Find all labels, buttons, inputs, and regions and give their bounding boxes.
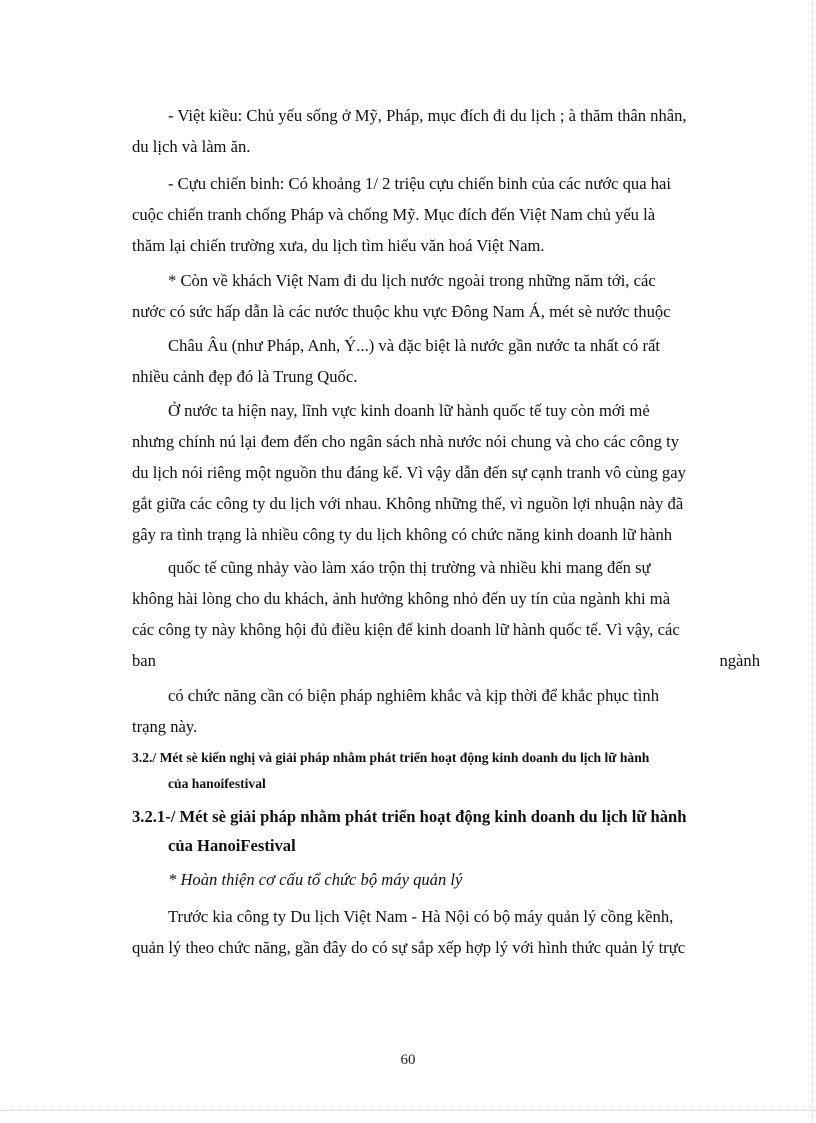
- paragraph-linh-vuc-line-9: [132, 645, 760, 676]
- paragraph-word-nganh: ngành: [719, 651, 760, 670]
- paragraph-linh-vuc-line-7: không hài lòng cho du khách, ảnh hưởng không nhỏ đến uy tín của ngành khi mà: [132, 589, 671, 608]
- paragraph-viet-kieu-line-2: du lịch và làm ăn.: [132, 137, 251, 156]
- paragraph-cuu-chien-binh-line-1: - Cựu chiến binh: Có khoảng 1/ 2 triệu cựu chiến binh của các nước qua hai: [168, 174, 672, 193]
- page-number: 60: [400, 1052, 416, 1068]
- paragraph-truoc-kia-line-1: Trước kia công ty Du lịch Việt Nam - Hà Nội có bộ máy quản lý cồng kềnh,: [168, 907, 674, 926]
- paragraph-cuu-chien-binh-line-2: cuộc chiến tranh chống Pháp và chống Mỹ. Mục đích đến Việt Nam chủ yếu là: [132, 205, 656, 224]
- section-heading-3-2-line-2: của hanoifestival: [168, 776, 266, 791]
- section-heading-3-2-line-1: 3.2./ Mét sè kiến nghị và giải pháp nhằm phát triển hoạt động kinh doanh du lịch lữ hành: [132, 750, 650, 765]
- paragraph-viet-kieu-line-1: - Việt kiều: Chủ yếu sống ở Mỹ, Pháp, mục đích đi du lịch ; à thăm thân nhân,: [168, 106, 687, 125]
- paragraph-linh-vuc-line-10: có chức năng cần có biện pháp nghiêm khắc và kịp thời để khắc phục tình: [168, 686, 659, 705]
- paragraph-linh-vuc-line-8: các công ty này không hội đủ điều kiện để kinh doanh lữ hành quốc tế. Vì vậy, các: [132, 620, 680, 639]
- paragraph-linh-vuc-line-3: du lịch nói riêng một nguồn thu đáng kể. Vì vậy dẫn đến sự cạnh tranh vô cùng gay: [132, 463, 686, 482]
- paragraph-linh-vuc-line-2: nhưng chính nú lại đem đến cho ngân sách nhà nước nói chung và cho các công ty: [132, 432, 680, 451]
- paragraph-linh-vuc-line-5: gây ra tình trạng là nhiều công ty du lịch không có chức năng kinh doanh lữ hành: [132, 525, 673, 544]
- paragraph-linh-vuc-line-1: Ở nước ta hiện nay, lĩnh vực kinh doanh lữ hành quốc tế tuy còn mới mẻ: [168, 401, 650, 420]
- paragraph-word-ban: ban: [132, 651, 156, 670]
- paragraph-khach-viet-nam-line-3: Châu Âu (như Pháp, Anh, Ý...) và đặc biệt là nước gần nước ta nhất có rất: [168, 336, 660, 355]
- paragraph-khach-viet-nam-line-2: nước có sức hấp dẫn là các nước thuộc khu vực Đông Nam Á, mét sè nước thuộc: [132, 302, 671, 321]
- paragraph-truoc-kia-line-2: quản lý theo chức năng, gần đây do có sự sắp xếp hợp lý với hình thức quản lý trực: [132, 938, 686, 957]
- subheading-hoan-thien-co-cau: * Hoàn thiện cơ cấu tổ chức bộ máy quản lý: [168, 870, 463, 889]
- paragraph-linh-vuc-line-4: gắt giữa các công ty du lịch với nhau. Không những thế, vì nguồn lợi nhuận này đã: [132, 494, 684, 513]
- section-heading-3-2-1-line-1: 3.2.1-/ Mét sè giải pháp nhằm phát triển hoạt động kinh doanh du lịch lữ hành: [132, 807, 687, 826]
- paragraph-linh-vuc-line-11: trạng này.: [132, 717, 198, 736]
- page-bottom-border: [0, 1110, 816, 1111]
- paragraph-linh-vuc-line-6: quốc tế cũng nhảy vào làm xáo trộn thị trường và nhiều khi mang đến sự: [168, 558, 651, 577]
- paragraph-khach-viet-nam-line-4: nhiều cảnh đẹp đó là Trung Quốc.: [132, 367, 358, 386]
- section-heading-3-2-1-line-2: của HanoiFestival: [168, 836, 296, 855]
- paragraph-cuu-chien-binh-line-3: thăm lại chiến trường xưa, du lịch tìm hiểu văn hoá Việt Nam.: [132, 236, 545, 255]
- paragraph-khach-viet-nam-line-1: * Còn về khách Việt Nam đi du lịch nước ngoài trong những năm tới, các: [168, 271, 656, 290]
- page-right-border: [812, 0, 813, 1123]
